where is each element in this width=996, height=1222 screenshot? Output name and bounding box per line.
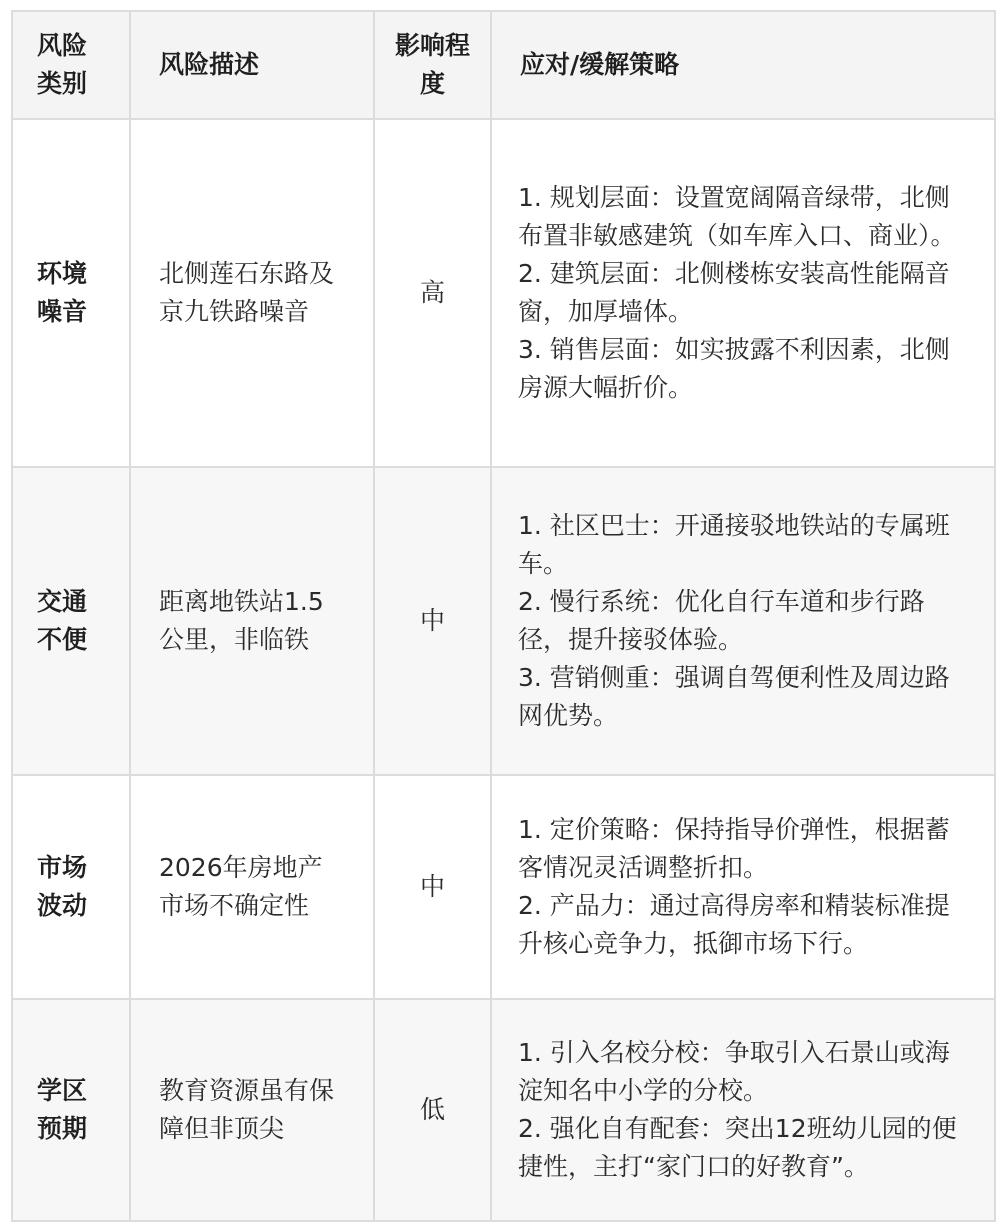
risk-table <box>11 10 996 1222</box>
table-row <box>12 999 995 1221</box>
header-strategy: 应对/缓解策略 <box>491 11 995 119</box>
risk-strategy <box>491 775 995 999</box>
strategy-item: 1. 定价策略：保持指导价弹性，根据蓄客情况灵活调整折扣。 <box>518 815 950 882</box>
risk-impact: 低 <box>374 999 491 1221</box>
risk-impact: 高 <box>374 119 491 467</box>
header-category: 风险类别 <box>12 11 130 119</box>
strategy-item: 2. 建筑层面：北侧楼栋安装高性能隔音窗，加厚墙体。 <box>518 259 950 326</box>
strategy-item: 1. 社区巴士：开通接驳地铁站的专属班车。 <box>518 511 950 578</box>
risk-description: 教育资源虽有保障但非顶尖 <box>130 999 374 1221</box>
risk-description: 距离地铁站1.5公里，非临铁 <box>130 467 374 775</box>
risk-category: 交通不便 <box>12 467 130 775</box>
strategy-item: 1. 引入名校分校：争取引入石景山或海淀知名中小学的分校。 <box>518 1038 950 1105</box>
risk-table-container <box>11 10 996 1222</box>
risk-strategy <box>491 119 995 467</box>
risk-description: 北侧莲石东路及京九铁路噪音 <box>130 119 374 467</box>
table-row <box>12 775 995 999</box>
table-row <box>12 119 995 467</box>
risk-description: 2026年房地产市场不确定性 <box>130 775 374 999</box>
risk-strategy <box>491 467 995 775</box>
strategy-item: 3. 销售层面：如实披露不利因素，北侧房源大幅折价。 <box>518 335 950 402</box>
risk-impact: 中 <box>374 467 491 775</box>
risk-category: 市场波动 <box>12 775 130 999</box>
table-header-row <box>12 11 995 119</box>
strategy-item: 2. 产品力：通过高得房率和精装标准提升核心竞争力，抵御市场下行。 <box>518 891 950 958</box>
risk-strategy <box>491 999 995 1221</box>
risk-category: 学区预期 <box>12 999 130 1221</box>
risk-impact: 中 <box>374 775 491 999</box>
strategy-item: 2. 慢行系统：优化自行车道和步行路径，提升接驳体验。 <box>518 587 925 654</box>
strategy-item: 2. 强化自有配套：突出12班幼儿园的便捷性，主打“家门口的好教育”。 <box>518 1114 957 1181</box>
risk-category: 环境噪音 <box>12 119 130 467</box>
table-row <box>12 467 995 775</box>
header-description: 风险描述 <box>130 11 374 119</box>
strategy-item: 3. 营销侧重：强调自驾便利性及周边路网优势。 <box>518 663 950 730</box>
header-impact: 影响程度 <box>374 11 491 119</box>
strategy-item: 1. 规划层面：设置宽阔隔音绿带，北侧布置非敏感建筑（如车库入口、商业）。 <box>518 183 956 250</box>
